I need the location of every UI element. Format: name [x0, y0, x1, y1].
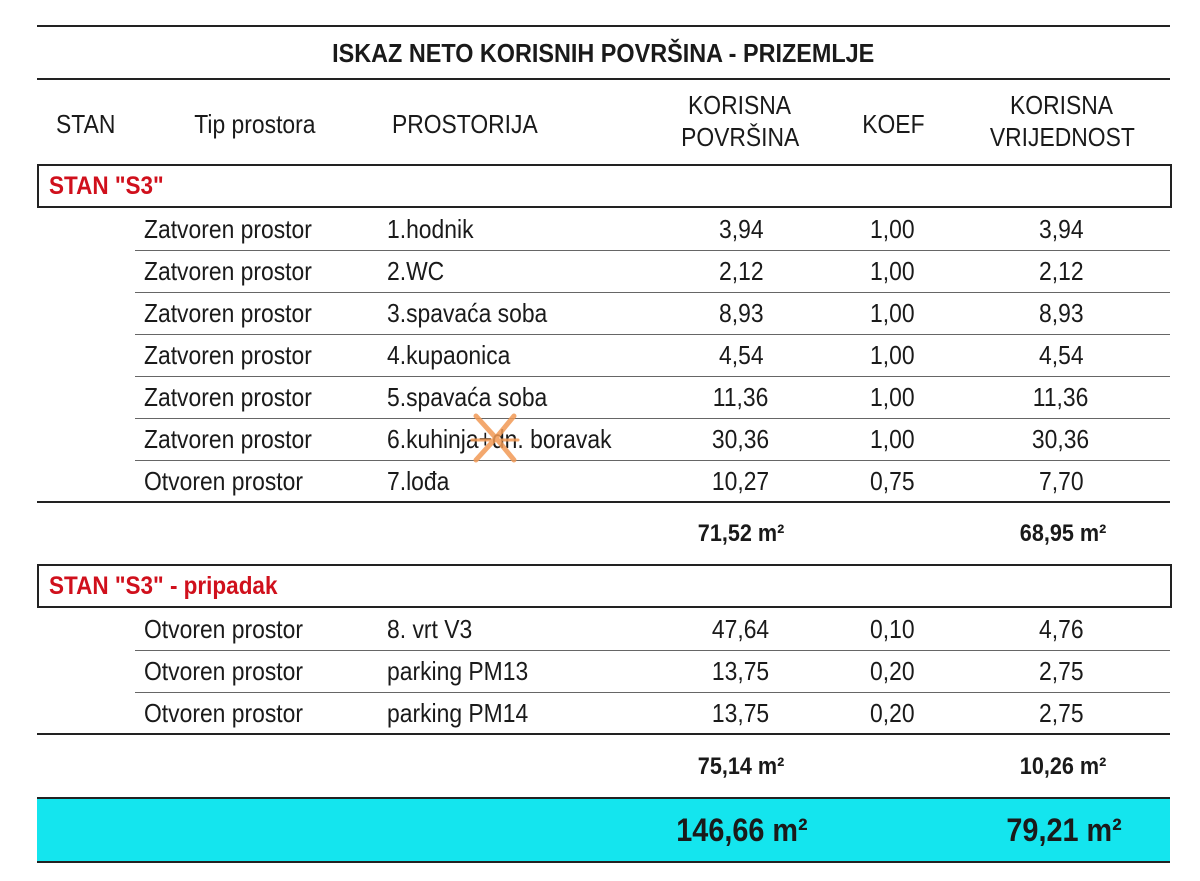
cell-koef: 0,10 — [869, 614, 915, 644]
cell-prostorija: 2.WC — [387, 256, 445, 286]
section-bottom-rule — [37, 501, 1170, 503]
table-row — [135, 208, 1170, 251]
header-koef: KOEF — [861, 109, 925, 139]
cell-vrijednost: 2,75 — [1038, 656, 1084, 686]
cell-povrsina: 30,36 — [712, 424, 770, 454]
section-header — [37, 164, 1172, 208]
cell-tip: Otvoren prostor — [144, 466, 303, 496]
cell-vrijednost: 2,75 — [1038, 698, 1084, 728]
cell-koef: 1,00 — [869, 424, 915, 454]
x-logo-icon — [470, 410, 520, 466]
section-label: STAN "S3" - pripadak — [49, 572, 278, 600]
table-row — [135, 418, 1170, 461]
header-tip-prostora: Tip prostora — [194, 109, 316, 139]
table-title: ISKAZ NETO KORISNIH POVRŠINA - PRIZEMLJE — [332, 38, 875, 68]
cell-prostorija: parking PM14 — [387, 698, 529, 728]
table-row — [135, 334, 1170, 377]
cell-vrijednost: 3,94 — [1038, 214, 1084, 244]
cell-prostorija: 1.hodnik — [387, 214, 474, 244]
cell-prostorija: 3.spavaća soba — [387, 298, 548, 328]
cell-vrijednost: 30,36 — [1032, 424, 1090, 454]
cell-tip: Zatvoren prostor — [144, 382, 312, 412]
subtotal-vrijednost: 10,26 m² — [1019, 753, 1107, 780]
section-header — [37, 564, 1172, 608]
grand-total-povrsina: 146,66 m² — [676, 812, 808, 848]
table-row — [135, 692, 1170, 734]
header-korisna-vrijednost: KORISNA VRIJEDNOST — [989, 90, 1135, 152]
subtotal-vrijednost: 68,95 m² — [1019, 520, 1107, 547]
cell-tip: Otvoren prostor — [144, 698, 303, 728]
table-row — [135, 608, 1170, 651]
cell-povrsina: 10,27 — [712, 466, 770, 496]
cell-koef: 1,00 — [869, 256, 915, 286]
cell-prostorija: 7.lođa — [387, 466, 450, 496]
cell-povrsina: 13,75 — [712, 656, 770, 686]
cell-povrsina: 11,36 — [713, 382, 769, 412]
top-rule — [37, 25, 1170, 27]
cell-prostorija: 8. vrt V3 — [387, 614, 473, 644]
cell-koef: 1,00 — [869, 214, 915, 244]
table-row — [135, 650, 1170, 693]
header-stan: STAN — [56, 109, 116, 139]
section-label: STAN "S3" — [49, 172, 164, 200]
cell-vrijednost: 7,70 — [1038, 466, 1084, 496]
cell-vrijednost: 2,12 — [1038, 256, 1084, 286]
cell-povrsina: 2,12 — [718, 256, 764, 286]
cell-povrsina: 8,93 — [718, 298, 764, 328]
cell-tip: Otvoren prostor — [144, 614, 303, 644]
cell-koef: 1,00 — [869, 382, 915, 412]
header-prostorija: PROSTORIJA — [392, 109, 538, 139]
header-korisna-povrsina: KORISNA POVRŠINA — [680, 90, 800, 152]
cell-vrijednost: 4,76 — [1038, 614, 1084, 644]
cell-prostorija: 5.spavaća soba — [387, 382, 548, 412]
subtotal-povrsina: 71,52 m² — [697, 520, 785, 547]
cell-povrsina: 4,54 — [718, 340, 764, 370]
cell-prostorija: parking PM13 — [387, 656, 529, 686]
cell-koef: 0,75 — [869, 466, 915, 496]
cell-koef: 1,00 — [869, 340, 915, 370]
cell-tip: Zatvoren prostor — [144, 340, 312, 370]
cell-povrsina: 13,75 — [712, 698, 770, 728]
cell-koef: 0,20 — [869, 698, 915, 728]
cell-tip: Zatvoren prostor — [144, 298, 312, 328]
section-bottom-rule — [37, 733, 1170, 735]
table-row — [135, 376, 1170, 419]
table-row — [135, 292, 1170, 335]
table-row — [135, 460, 1170, 502]
table-row — [135, 250, 1170, 293]
cell-prostorija: 6.kuhinja+dn. boravak — [387, 424, 612, 454]
cell-tip: Zatvoren prostor — [144, 424, 312, 454]
cell-vrijednost: 11,36 — [1033, 382, 1089, 412]
cell-vrijednost: 4,54 — [1038, 340, 1084, 370]
cell-povrsina: 3,94 — [718, 214, 764, 244]
cell-prostorija: 4.kupaonica — [387, 340, 511, 370]
cell-vrijednost: 8,93 — [1038, 298, 1084, 328]
cell-koef: 0,20 — [869, 656, 915, 686]
grand-total-vrijednost: 79,21 m² — [1006, 812, 1122, 848]
cell-koef: 1,00 — [869, 298, 915, 328]
cell-tip: Otvoren prostor — [144, 656, 303, 686]
grand-total-bar — [37, 797, 1170, 863]
title-rule — [37, 78, 1170, 80]
cell-povrsina: 47,64 — [712, 614, 770, 644]
cell-tip: Zatvoren prostor — [144, 214, 312, 244]
cell-tip: Zatvoren prostor — [144, 256, 312, 286]
subtotal-povrsina: 75,14 m² — [697, 753, 785, 780]
